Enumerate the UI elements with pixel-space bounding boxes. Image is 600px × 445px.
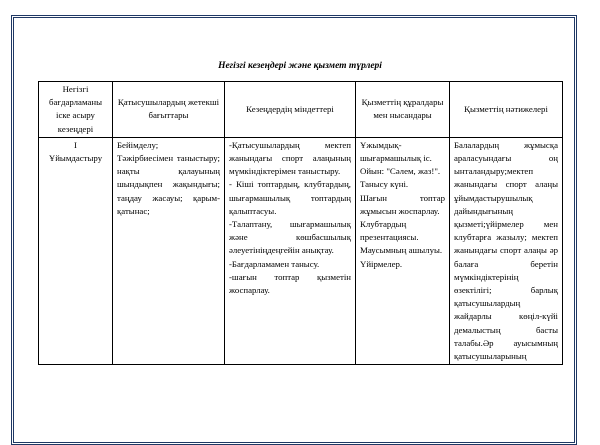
header-stages: Негізгі бағдарламаны іске асыру кезеңдері xyxy=(39,82,113,138)
direction-item: Бейімделу; xyxy=(117,139,159,150)
stage-cell xyxy=(39,137,113,364)
tools-cell xyxy=(356,137,450,364)
task-item: -Бағдарламамен танысу. xyxy=(229,258,320,269)
activities-table xyxy=(38,81,563,365)
task-item: - Кіші топтардың, клубтардың, шығармашылық топтардың қалыптасуы. xyxy=(229,179,351,216)
header-results: Қызметтің нәтижелері xyxy=(450,82,563,138)
header-directions: Қатысушылардың жетекші бағыттары xyxy=(113,82,225,138)
direction-item: Тәжірбиесімен таныстыру; нақты қалауының шындықпен жақындығы; таңдау жасауы; қарым-қатынас; xyxy=(117,153,220,216)
tool-item: Шағын топтар жұмысын жоспарлау. xyxy=(360,192,445,216)
results-cell: Балалардың жұмысқа араласуындағы оң ынталандыру;мектеп жанындағы спорт алаңы ұйымдастырушылық дайындығының қызметі;үйірмелер мен клубтарға жазылу; мектеп жанындағы спорт алаңы әр балаға беретін мүмкіндіктерінің өзектілігі; барлық қатысушылардың жайдарлы көңіл-күйі демалыстың басты талабы.Әр ауысымның қатысушыларының xyxy=(450,137,563,364)
header-tools: Қызметтің құралдары мен нысандары xyxy=(356,82,450,138)
task-item: -шағын топтар қызметін жоспарлау. xyxy=(229,271,351,296)
tasks-cell xyxy=(225,137,356,364)
task-item: -Қатысушылардың мектеп жанындағы спорт алаңының мүмкіндіктерімен таныстыру. xyxy=(229,139,351,177)
tool-item: Үйірмелер. xyxy=(360,258,403,269)
directions-cell xyxy=(113,137,225,364)
task-item: -Талаптану, шығармашылық және көшбасшылық әлеуетініңдеңгейін анықтау. xyxy=(229,219,351,256)
header-tasks: Кезеңдердің міндеттері xyxy=(225,82,356,138)
tool-item: Ойын: "Сәлем, жаз!". xyxy=(360,166,441,177)
tool-item: Клубтардың презентациясы. xyxy=(360,219,419,243)
document-title: Негізгі кезеңдері және қызмет түрлері xyxy=(218,61,382,71)
stage-number: I xyxy=(74,139,77,150)
tool-item: Танысу күні. xyxy=(360,179,409,190)
stage-name: Ұйымдастыру xyxy=(48,153,103,164)
tool-item: Маусымның ашылуы. xyxy=(360,245,443,256)
tool-item: Ұжымдық-шығармашылық іс. xyxy=(360,139,432,164)
table-row xyxy=(39,137,563,364)
table-header-row xyxy=(39,82,563,138)
